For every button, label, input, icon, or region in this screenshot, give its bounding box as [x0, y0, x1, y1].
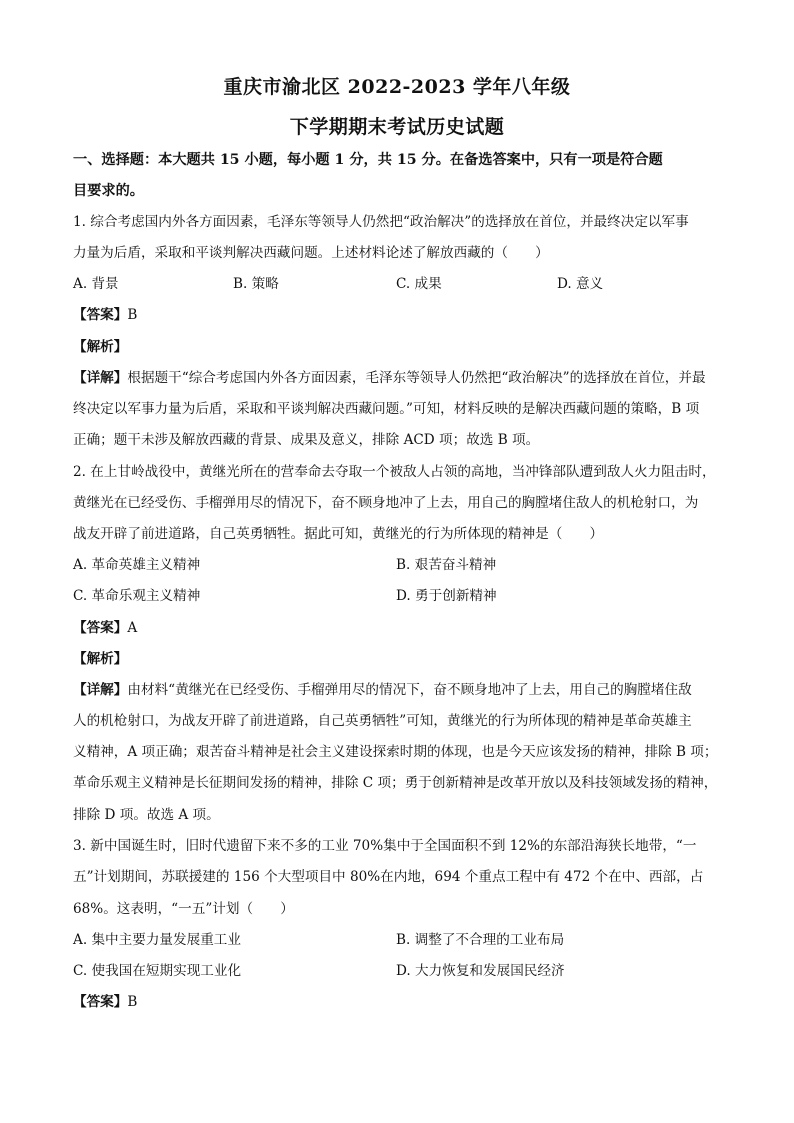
q2-analysis: [73, 649, 127, 669]
q1-stem-line-1: 1. 综合考虑国内外各方面因素，毛泽东等领导人仍然把“政治解决”的选择放在首位，并最终决定以军事: [73, 214, 689, 230]
q3-stem-line-3: 68%。这表明，“一五”计划（ ）: [73, 901, 294, 917]
q1-detail-text-1: 根据题干“综合考虑国内外各方面因素，毛泽东等领导人仍然把“政治解决”的选择放在首位，并最: [127, 370, 706, 386]
q1-detail-line-2: 终决定以军事力量为后盾，采取和平谈判解决西藏问题。”可知，材料反映的是解决西藏问题的策略，B 项: [73, 401, 700, 417]
q2-answer-value: A: [127, 620, 138, 636]
q1-answer: [73, 305, 137, 325]
q2-detail-line-1: [73, 680, 692, 700]
q3-stem-line-1: 3. 新中国诞生时，旧时代遗留下来不多的工业 70%集中于全国面积不到 12%的东部沿海狭长地带，“一: [73, 838, 697, 854]
q1-option-c: C. 成果: [396, 276, 442, 292]
q3-answer: [73, 992, 137, 1012]
q3-option-b: B. 调整了不合理的工业布局: [396, 932, 565, 948]
detail-label: 【详解】: [73, 370, 128, 386]
detail-label: 【详解】: [73, 682, 128, 698]
page-title-line-2: 下学期期末考试历史试题: [289, 116, 505, 138]
q3-option-d: D. 大力恢复和发展国民经济: [396, 963, 565, 979]
q2-stem-line-2: 黄继光在已经受伤、手榴弹用尽的情况下，奋不顾身地冲了上去，用自己的胸膛堵住敌人的机枪射口，为: [73, 495, 699, 511]
q1-option-d: D. 意义: [557, 276, 604, 292]
q2-option-b: B. 艰苦奋斗精神: [396, 557, 497, 573]
analysis-label: 【解析】: [73, 651, 128, 667]
q1-option-b: B. 策略: [233, 276, 279, 292]
section-heading-line-1: 一、选择题：本大题共 15 小题，每小题 1 分，共 15 分。在备选答案中，只有一项是符合题: [73, 152, 663, 168]
q2-option-d: D. 勇于创新精神: [396, 588, 497, 604]
answer-label: 【答案】: [73, 307, 128, 323]
q2-answer: [73, 618, 137, 638]
q1-answer-value: B: [127, 307, 138, 323]
q3-option-a: A. 集中主要力量发展重工业: [73, 932, 241, 948]
q3-answer-value: B: [127, 994, 138, 1010]
q2-detail-line-3: 义精神，A 项正确；艰苦奋斗精神是社会主义建设探索时期的体现，也是今天应该发扬的精神，排除 B 项；: [73, 744, 718, 760]
page-title-line-1: 重庆市渝北区 2022-2023 学年八年级: [223, 76, 571, 98]
q3-stem-line-2: 五”计划期间，苏联援建的 156 个大型项目中 80%在内地，694 个重点工程中有 472 个在中、西部，占: [73, 869, 704, 885]
q1-stem-line-2: 力量为后盾，采取和平谈判解决西藏问题。上述材料论述了解放西藏的（ ）: [73, 245, 549, 261]
q1-analysis: [73, 337, 127, 357]
q1-detail-line-1: [73, 368, 706, 388]
q3-option-c: C. 使我国在短期实现工业化: [73, 963, 242, 979]
q2-detail-text-1: 由材料“黄继光在已经受伤、手榴弹用尽的情况下，奋不顾身地冲了上去，用自己的胸膛堵住敌: [127, 682, 692, 698]
q1-detail-line-3: 正确；题干未涉及解放西藏的背景、成果及意义，排除 ACD 项；故选 B 项。: [73, 432, 540, 448]
q2-stem-line-1: 2. 在上甘岭战役中，黄继光所在的营奉命去夺取一个被敌人占领的高地，当冲锋部队遭到敌人火力阻击时，: [73, 464, 716, 480]
q2-detail-line-5: 排除 D 项。故选 A 项。: [73, 807, 220, 823]
q2-option-a: A. 革命英雄主义精神: [73, 557, 201, 573]
answer-label: 【答案】: [73, 994, 128, 1010]
section-heading-line-2: 目要求的。: [73, 183, 144, 199]
answer-label: 【答案】: [73, 620, 128, 636]
q1-option-a: A. 背景: [73, 276, 119, 292]
analysis-label: 【解析】: [73, 339, 128, 355]
q2-stem-line-3: 战友开辟了前进道路，自己英勇牺牲。据此可知，黄继光的行为所体现的精神是（ ）: [73, 526, 604, 542]
q2-detail-line-2: 人的机枪射口，为战友开辟了前进道路，自己英勇牺牲”可知，黄继光的行为所体现的精神是革命英雄主: [73, 713, 692, 729]
q2-detail-line-4: 革命乐观主义精神是长征期间发扬的精神，排除 C 项；勇于创新精神是改革开放以及科技领域发扬的精神，: [73, 775, 718, 791]
q2-option-c: C. 革命乐观主义精神: [73, 588, 201, 604]
